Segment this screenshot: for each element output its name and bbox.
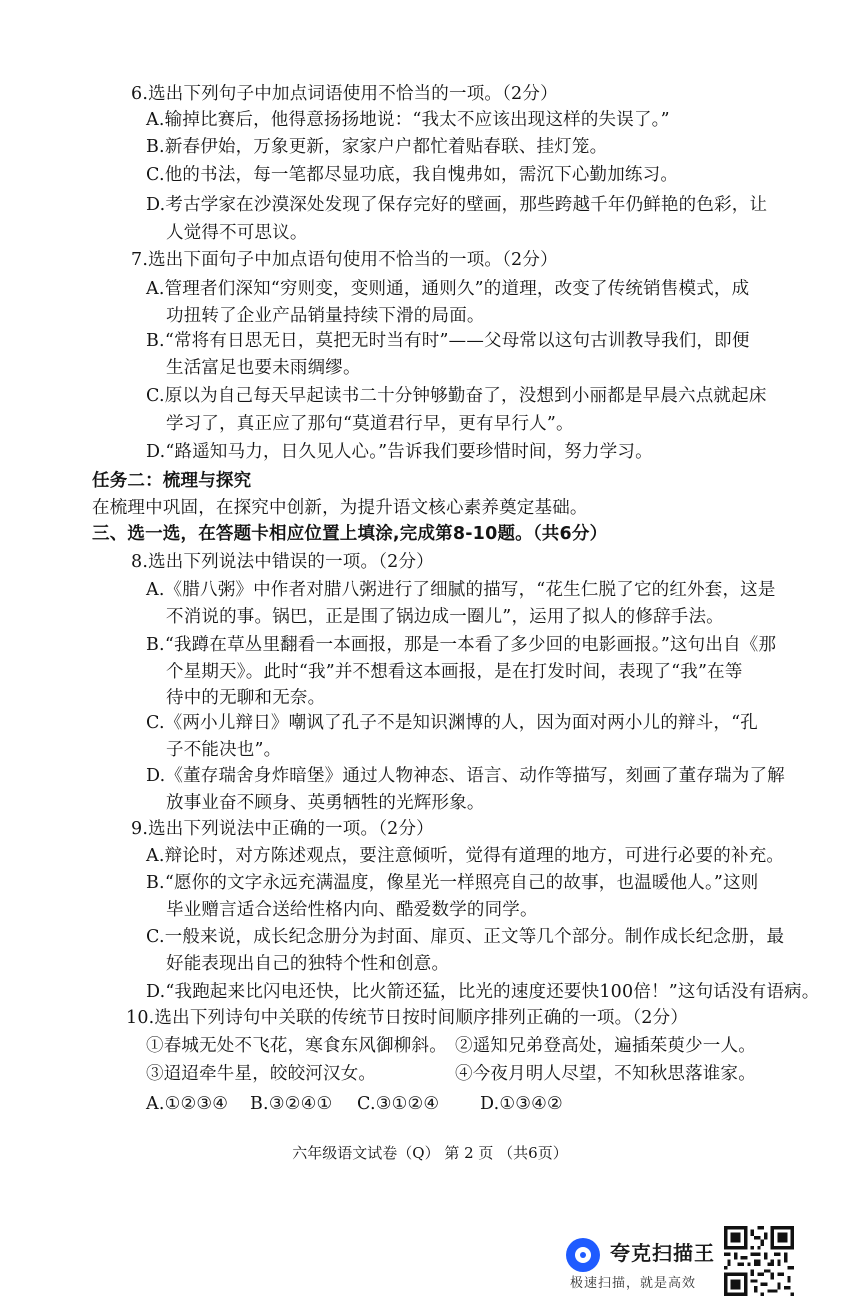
q10-poem-3: ③迢迢牵牛星，皎皎河汉女。 [146, 1064, 377, 1084]
q7-option-a-line1: A.管理者们深知“穷则变，变则通，通则久”的道理，改变了传统销售模式，成 [146, 279, 750, 299]
q8-option-b-line3: 待中的无聊和无奈。 [166, 688, 326, 708]
scanner-brand-name: 夸克扫描王 [610, 1241, 715, 1265]
q7-option-b-line1: B.“常将有日思无日，莫把无时当有时”——父母常以这句古训教导我们，即便 [146, 331, 750, 351]
q8-option-b-line1: B.“我蹲在草丛里翻看一本画报，那是一本看了多少回的电影画报。”这句出自《那 [146, 635, 777, 655]
q8-option-a-line2: 不消说的事。锅巴，正是围了锅边成一圈儿”，运用了拟人的修辞手法。 [166, 607, 724, 627]
qr-code-icon [724, 1226, 794, 1296]
q8-option-d-line2: 放事业奋不顾身、英勇牺牲的光辉形象。 [166, 793, 485, 813]
page-footer: 六年级语文试卷（Q） 第 2 页 （共6页） [292, 1144, 568, 1162]
q7-option-a-line2: 功扭转了企业产品销量持续下滑的局面。 [166, 306, 485, 326]
q10-option-b: B.③②④① [250, 1094, 333, 1114]
q6-option-d-line1: D.考古学家在沙漠深处发现了保存完好的壁画，那些跨越千年仍鲜艳的色彩，让 [146, 195, 768, 215]
scanner-slogan: 极速扫描，就是高效 [570, 1276, 697, 1291]
task2-description: 在梳理中巩固，在探究中创新，为提升语文核心素养奠定基础。 [92, 498, 588, 518]
q6-option-d-line2: 人觉得不可思议。 [166, 223, 308, 243]
q9-option-a: A.辩论时，对方陈述观点，要注意倾听，觉得有道理的地方，可进行必要的补充。 [146, 846, 785, 866]
q8-option-b-line2: 个星期天》。此时“我”并不想看这本画报，是在打发时间，表现了“我”在等 [166, 662, 743, 682]
quark-logo-icon [566, 1238, 600, 1272]
q10-option-c: C.③①②④ [357, 1094, 440, 1114]
q6-option-b: B.新春伊始，万象更新，家家户户都忙着贴春联、挂灯笼。 [146, 137, 608, 157]
q9-option-c-line1: C.一般来说，成长纪念册分为封面、扉页、正文等几个部分。制作成长纪念册，最 [146, 927, 785, 947]
q7-option-c-line2: 学习了，真正应了那句“莫道君行早，更有早行人”。 [166, 414, 574, 434]
q8-option-a-line1: A.《腊八粥》中作者对腊八粥进行了细腻的描写，“花生仁脱了它的红外套，这是 [146, 580, 776, 600]
q6-option-a: A.输掉比赛后，他得意扬扬地说：“我太不应该出现这样的失误了。” [146, 110, 670, 130]
q8-option-c-line2: 子不能决也”。 [166, 740, 282, 760]
q9-option-b-line2: 毕业赠言适合送给性格内向、酷爱数学的同学。 [166, 900, 538, 920]
q9-stem: 9.选出下列说法中正确的一项。（2分） [131, 819, 434, 839]
q10-option-a: A.①②③④ [146, 1094, 229, 1114]
q9-option-b-line1: B.“愿你的文字永远充满温度，像星光一样照亮自己的故事，也温暖他人。”这则 [146, 873, 759, 893]
q7-option-c-line1: C.原以为自己每天早起读书二十分钟够勤奋了，没想到小丽都是早晨六点就起床 [146, 386, 767, 406]
q8-option-d-line1: D.《董存瑞舍身炸暗堡》通过人物神态、语言、动作等描写，刻画了董存瑞为了解 [146, 766, 785, 786]
q8-option-c-line1: C.《两小儿辩日》嘲讽了孔子不是知识渊博的人，因为面对两小儿的辩斗，“孔 [146, 713, 758, 733]
q7-option-b-line2: 生活富足也要未雨绸缪。 [166, 358, 361, 378]
q10-poem-4: ④今夜月明人尽望，不知秋思落谁家。 [455, 1064, 756, 1084]
q6-option-c: C.他的书法，每一笔都尽显功底，我自愧弗如，需沉下心勤加练习。 [146, 165, 679, 185]
q7-stem: 7.选出下面句子中加点语句使用不恰当的一项。（2分） [131, 250, 558, 270]
scanner-watermark [566, 1234, 716, 1294]
q10-option-d: D.①③④② [480, 1094, 563, 1114]
q10-stem: 10.选出下列诗句中关联的传统节日按时间顺序排列正确的一项。（2分） [126, 1008, 689, 1028]
section3-heading: 三、选一选，在答题卡相应位置上填涂,完成第8-10题。（共6分） [92, 524, 608, 544]
q9-option-d: D.“我跑起来比闪电还快，比火箭还猛，比光的速度还要快100倍！”这句话没有语病。 [146, 982, 820, 1002]
q9-option-c-line2: 好能表现出自己的独特个性和创意。 [166, 954, 450, 974]
q7-option-d: D.“路遥知马力，日久见人心。”告诉我们要珍惜时间，努力学习。 [146, 442, 653, 462]
q6-stem: 6.选出下列句子中加点词语使用不恰当的一项。（2分） [131, 84, 558, 104]
q10-poem-1: ①春城无处不飞花，寒食东风御柳斜。 [146, 1036, 447, 1056]
q8-stem: 8.选出下列说法中错误的一项。（2分） [131, 552, 434, 572]
task2-title: 任务二：梳理与探究 [92, 471, 252, 491]
q10-poem-2: ②遥知兄弟登高处，遍插茱萸少一人。 [455, 1036, 756, 1056]
